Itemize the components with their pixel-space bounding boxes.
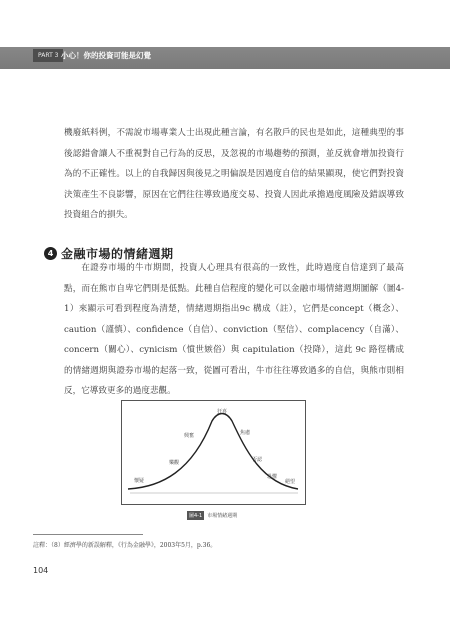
label-euphoria: 狂喜	[216, 409, 228, 415]
label-skepticism: 懷疑	[133, 478, 145, 484]
figure-caption-text: 市場情緒週期	[207, 513, 238, 519]
body-paragraph-1: 機廢紙料例，不需說市場專業人士出現此種言論，有名散戶的民也是如此，這種典型的事後認錯會讓人不重視對自己行為的反思，及忽視的市場趨勢的預測，並反就會增加投資行為的不正確性。以上的自我歸因與後見之明偏誤是因過度自信的結果顯現，使它們對投資決策產生不良影響，原因在它們往往導致過度交易、投資人因此承擔過度風險及錯誤導致投資組合的損失。	[64, 128, 404, 220]
label-fear: 恐懼	[266, 474, 278, 480]
chapter-title: 小心！你的投資可能是幻覺	[61, 51, 151, 60]
figure-caption	[187, 511, 237, 520]
page-number: 104	[33, 566, 49, 575]
footnote-divider	[33, 534, 143, 535]
label-optimism: 樂觀	[168, 460, 180, 466]
emotion-cycle-diagram	[122, 401, 305, 504]
part-tag: PART 3	[33, 49, 63, 62]
figure-number: 圖4-1	[189, 513, 203, 519]
emotion-cycle-figure	[121, 400, 306, 505]
footnote: 註釋：（8）經濟學的新誤解釋，《行為金融學》，2003年5月，p.36。	[33, 542, 217, 549]
label-excitement: 興奮	[183, 433, 195, 439]
body-paragraph-2: 在證券市場的牛市期間，投資人心理具有很高的一致性，此時過度自信達到了最高點，而在熊市自卑它們則是低點。此種自信程度的變化可以金融市場情緒週期圖解（圖4-1）來顯示可看到程度為清楚，情緒週期指出9c 構成（註），它們是concept（概念）、caution（謹慎）、confidence（自信）、conviction（堅信）、complacency（自滿）、concern（關心）、cynicism（憤世嫉俗）與 capitulation（投降），這此 9c 路徑構成的情緒週期與證券市場的起落一致，從圖可看出，牛市往往導致過多的自信，與熊市則相反，它導致更多的過度悲觀。	[64, 263, 404, 396]
label-anxiety: 焦慮	[239, 430, 251, 436]
section-number-icon: 4	[44, 247, 57, 260]
header-top-strip	[0, 39, 450, 47]
label-denial: 否認	[251, 457, 263, 463]
section-title: 金融市場的情緒週期	[61, 246, 174, 261]
label-despair: 絕望	[284, 479, 296, 485]
